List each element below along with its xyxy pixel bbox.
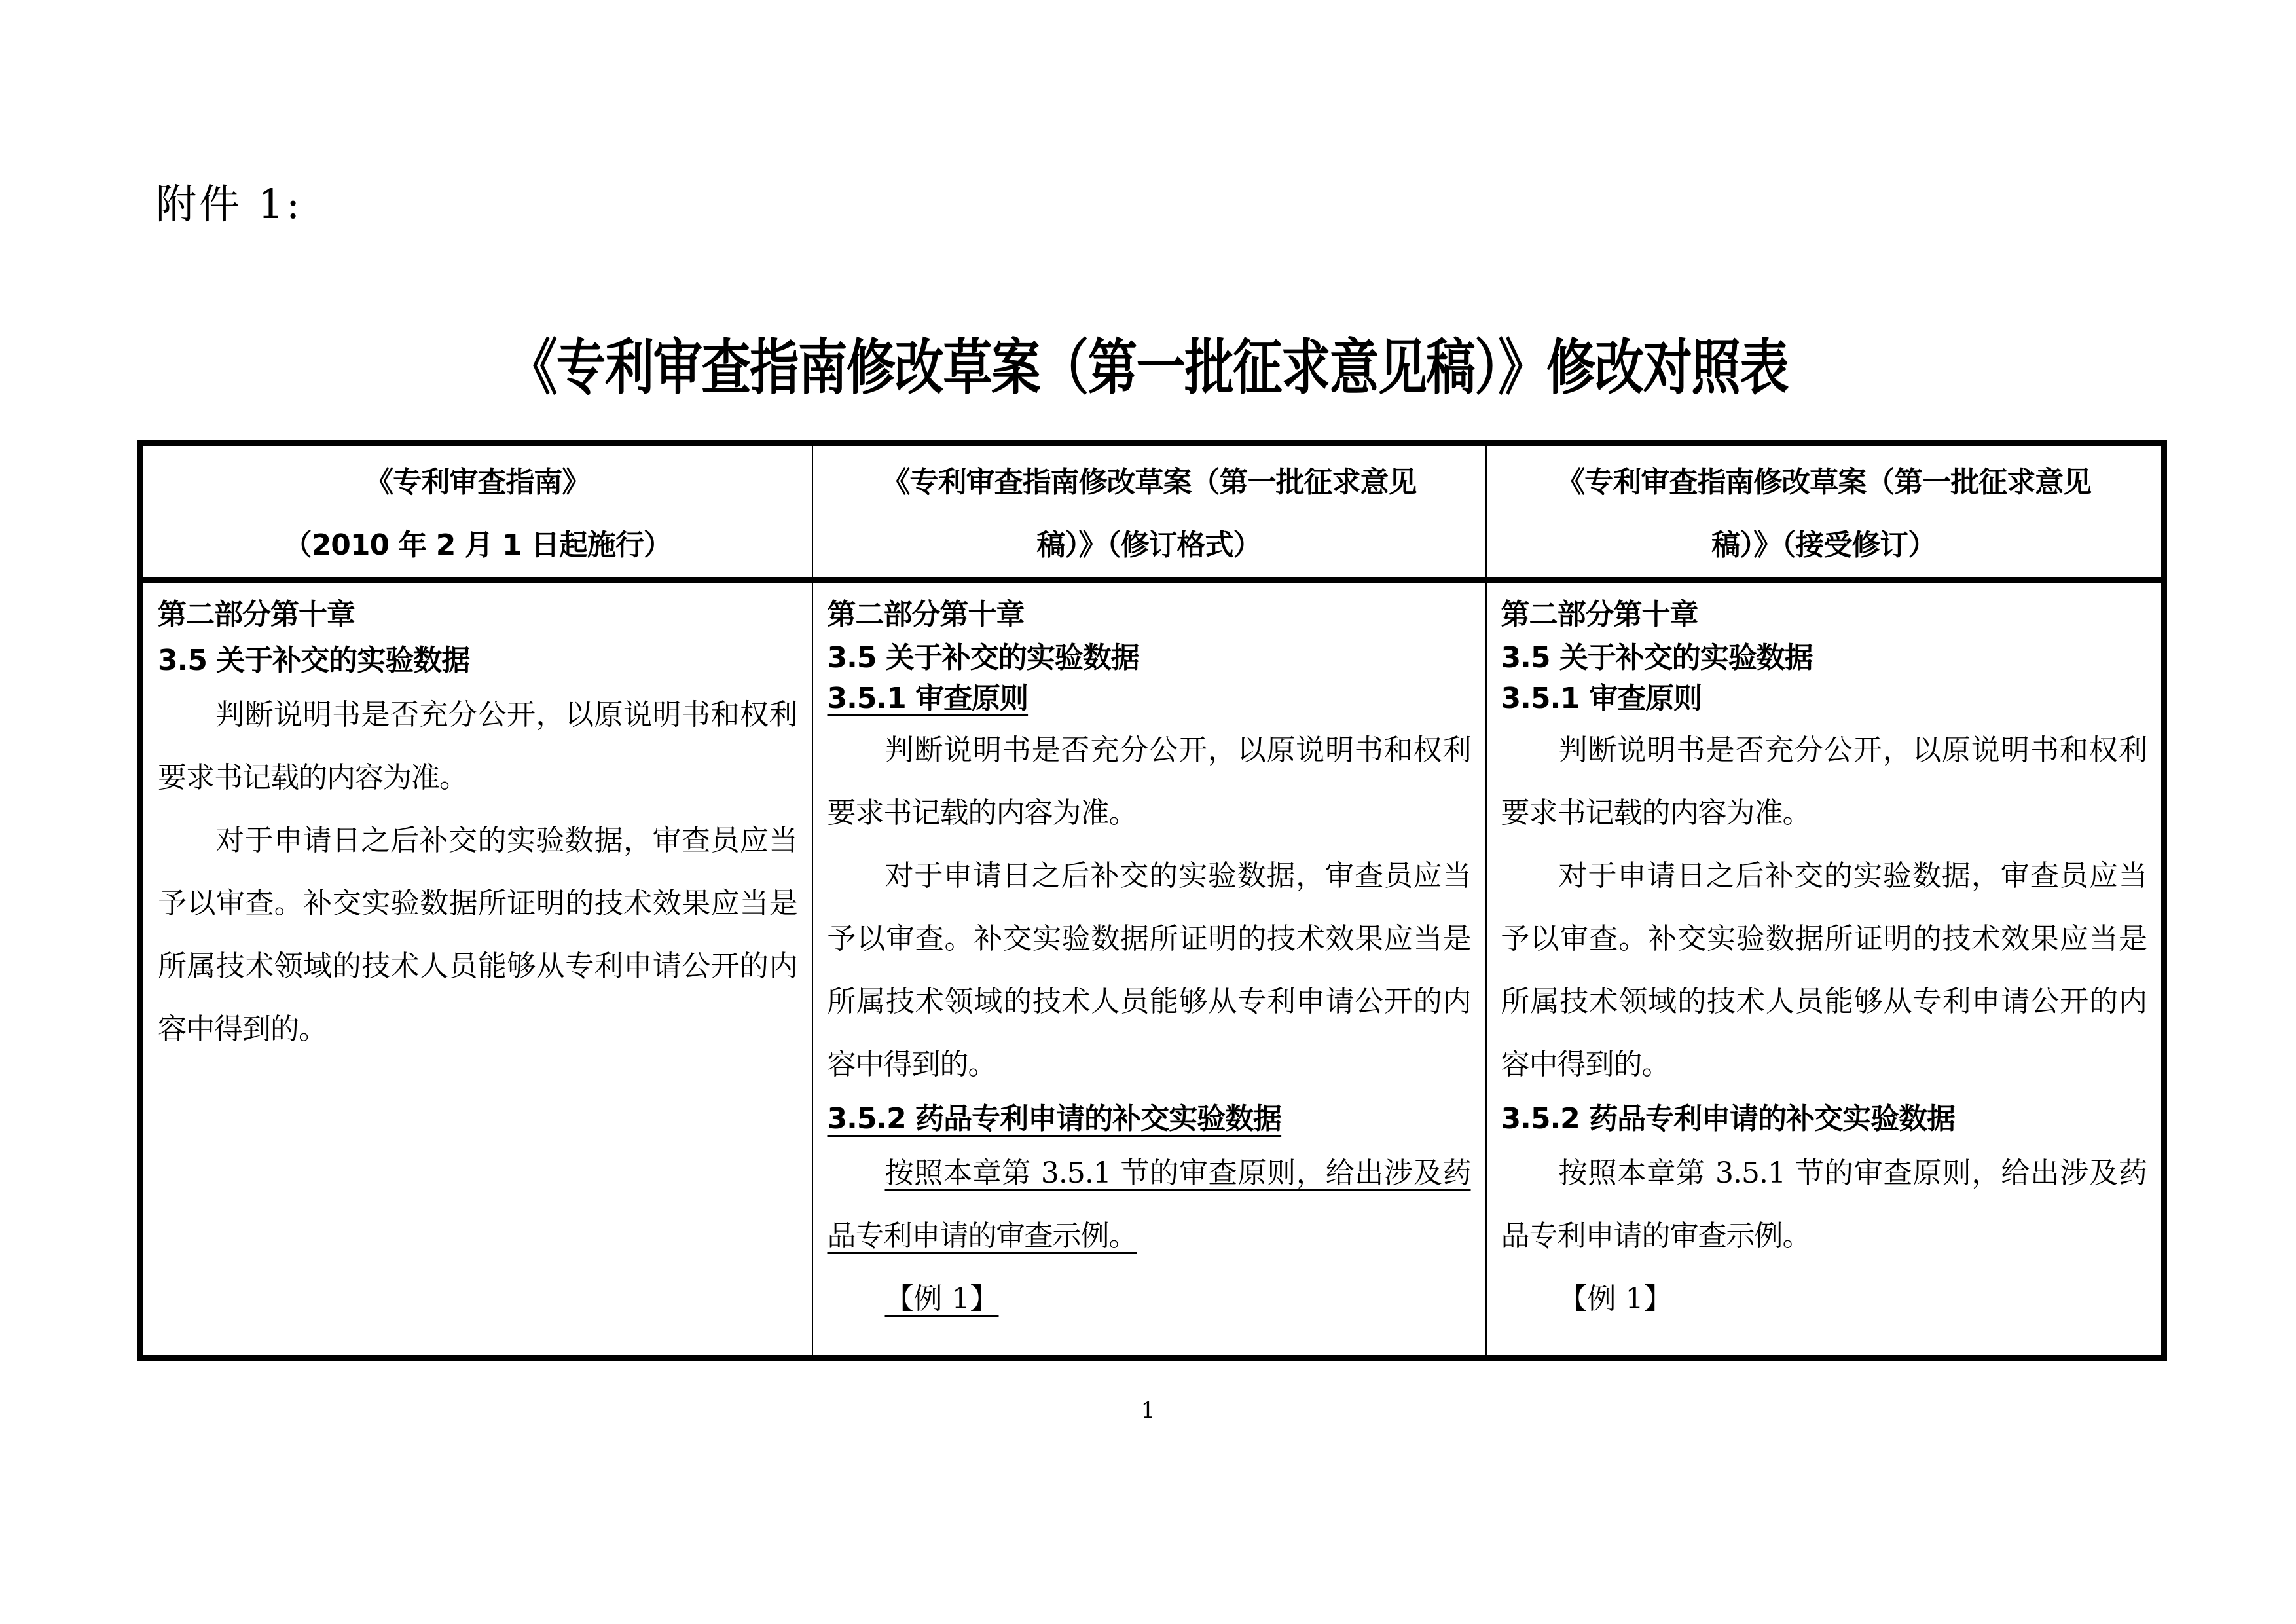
- header-line: （2010 年 2 月 1 日起施行）: [283, 528, 672, 562]
- subsection-heading-inserted: 3.5.2 药品专利申请的补交实验数据: [827, 1102, 1282, 1135]
- part-heading: 第二部分第十章: [158, 598, 355, 631]
- section-heading: 3.5 关于补交的实验数据: [158, 644, 470, 677]
- example-label: 【例 1】: [1558, 1282, 1673, 1316]
- column-accepted: [1486, 580, 2164, 1358]
- comparison-table: [137, 440, 2167, 1361]
- column-tracked: [812, 580, 1486, 1358]
- section-heading: 3.5 关于补交的实验数据: [1501, 641, 1813, 674]
- paragraph: 对于申请日之后补交的实验数据，审查员应当予以审查。补交实验数据所证明的技术效果应当是所属技术领域的技术人员能够从专利申请公开的内容中得到的。: [158, 824, 797, 1046]
- header-line: 稿）》（修订格式）: [1036, 528, 1262, 562]
- table-header-row: [141, 443, 2164, 580]
- subsection-heading-inserted: 3.5.1 审查原则: [827, 682, 1029, 715]
- header-line: 稿）》（接受修订）: [1711, 528, 1937, 562]
- section-heading: 3.5 关于补交的实验数据: [827, 641, 1139, 674]
- column-original: [141, 580, 812, 1358]
- part-heading: 第二部分第十章: [827, 598, 1025, 631]
- paragraph: 判断说明书是否充分公开，以原说明书和权利要求书记载的内容为准。: [1501, 733, 2147, 830]
- paragraph: 按照本章第 3.5.1 节的审查原则，给出涉及药品专利申请的审查示例。: [1501, 1156, 2147, 1253]
- paragraph: 判断说明书是否充分公开，以原说明书和权利要求书记载的内容为准。: [158, 698, 797, 794]
- attachment-label: 附件 1:: [156, 180, 303, 228]
- subsection-heading: 3.5.1 审查原则: [1501, 682, 1702, 715]
- header-line: 《专利审查指南》: [365, 466, 591, 499]
- paragraph: 对于申请日之后补交的实验数据，审查员应当予以审查。补交实验数据所证明的技术效果应当是所属技术领域的技术人员能够从专利申请公开的内容中得到的。: [1501, 859, 2147, 1081]
- header-original-guidelines: [141, 443, 812, 580]
- paragraph: 判断说明书是否充分公开，以原说明书和权利要求书记载的内容为准。: [827, 733, 1471, 830]
- header-draft-accepted: [1486, 443, 2164, 580]
- paragraph: 对于申请日之后补交的实验数据，审查员应当予以审查。补交实验数据所证明的技术效果应当是所属技术领域的技术人员能够从专利申请公开的内容中得到的。: [827, 859, 1471, 1081]
- header-line: 《专利审查指南修改草案（第一批征求意见: [881, 466, 1417, 499]
- table-row: [141, 580, 2164, 1358]
- paragraph-inserted: 按照本章第 3.5.1 节的审查原则，给出涉及药品专利申请的审查示例。: [827, 1156, 1471, 1253]
- page-number: 1: [1140, 1397, 1156, 1424]
- header-line: 《专利审查指南修改草案（第一批征求意见: [1556, 466, 2092, 499]
- document-title: 《专利审查指南修改草案（第一批征求意见稿）》修改对照表: [508, 333, 1789, 403]
- header-draft-tracked: [812, 443, 1486, 580]
- subsection-heading: 3.5.2 药品专利申请的补交实验数据: [1501, 1102, 1956, 1135]
- part-heading: 第二部分第十章: [1501, 598, 1698, 631]
- example-label-inserted: 【例 1】: [884, 1282, 999, 1316]
